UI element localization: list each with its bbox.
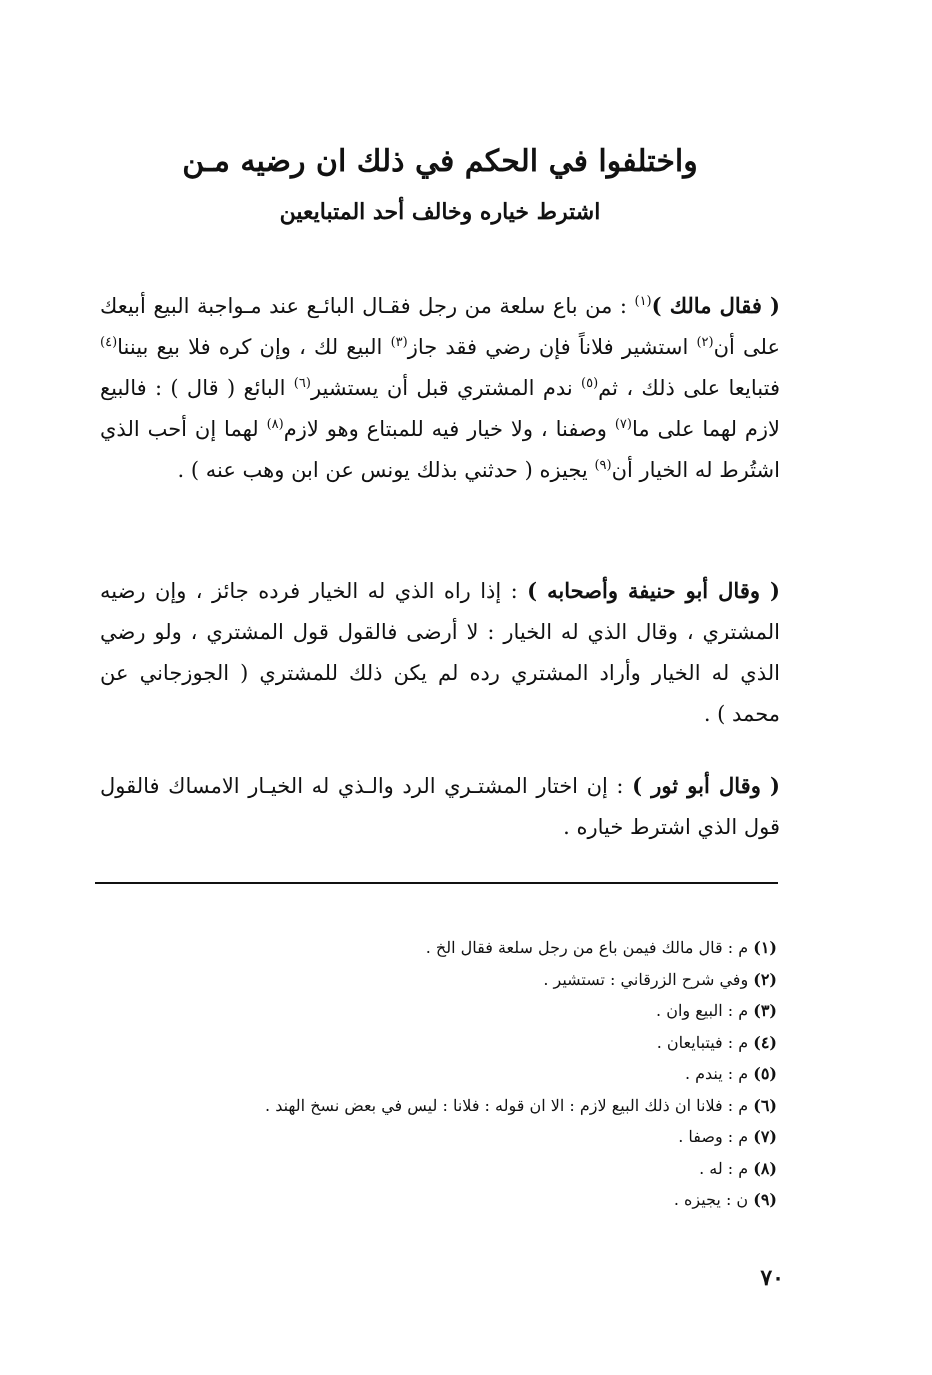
paragraph-malik — [100, 285, 780, 491]
paragraph-text: البائع ( قال ) : فالبيع لازم لهما على ما — [100, 376, 780, 441]
footnote-reference: (٦) — [293, 376, 311, 391]
footnote-item — [100, 964, 777, 996]
page-number: ٧٠ — [760, 1265, 784, 1291]
paragraph-abu-hanifa — [100, 570, 780, 735]
footnote-number: (٤) — [753, 1032, 777, 1052]
footnote-text: م : البيع وان . — [656, 1001, 754, 1020]
footnote-item — [100, 1121, 777, 1153]
paragraph-text: فتبايعا على ذلك ، ثم — [598, 376, 780, 400]
footnote-text: وفي شرح الزرقاني : تستشير . — [543, 969, 754, 989]
footnote-number: (١) — [753, 938, 777, 957]
paragraph-text: : إن اختار المشتـري الرد والـذي له الخيـار الامساك فالقول قول الذي اشترط خياره . — [100, 774, 780, 839]
footnote-reference: (٢) — [696, 335, 714, 350]
footnote-number: (٦) — [753, 1095, 777, 1115]
speaker-attribution: ( فقال مالك ) — [651, 293, 780, 318]
footnote-text: م : يندم . — [684, 1064, 754, 1083]
paragraph-text: وصفنا ، ولا خيار فيه للمبتاع وهو لازم — [283, 417, 615, 441]
footnote-item — [100, 1090, 777, 1122]
paragraph-text: : إذا راه الذي له الخيار فرده جائز ، وإن رضيه المشتري ، وقال الذي له الخيار : لا أرضى فالقول قول المشتري ، ولو رضي الذي له الخيار وأراد المشتري رده لم يكن ذلك للمشتري ( الجوزجاني عن محمد ) . — [100, 579, 780, 726]
footnote-text: ن : يجيزه . — [673, 1190, 754, 1209]
paragraph-text: : من باع سلعة من رجل فقـال البائـع عند مـواجبة البيع أبيعك على أن — [100, 294, 780, 359]
speaker-attribution: ( وقال أبو حنيفة وأصحابه ) — [527, 578, 780, 603]
footnote-item — [100, 1027, 777, 1059]
footnote-reference: (٣) — [390, 335, 408, 350]
footnote-item — [100, 995, 777, 1027]
footnote-number: (٩) — [753, 1190, 777, 1209]
footnote-item — [100, 932, 777, 964]
footnote-item — [100, 1184, 777, 1216]
paragraph-text: البيع لك ، وإن كره فلا بيع بيننا — [117, 335, 391, 359]
section-heading: واختلفوا في الحكم في ذلك ان رضيه مـن — [182, 144, 698, 179]
paragraph-text: يجيزه ( حدثني بذلك يونس عن ابن وهب عنه ) . — [177, 458, 595, 482]
footnote-divider — [95, 882, 778, 884]
paragraph-abu-thawr — [100, 765, 780, 848]
footnotes-list — [100, 932, 777, 1216]
footnote-text: م : له . — [699, 1158, 754, 1178]
footnote-reference: (٨) — [266, 417, 284, 432]
footnote-item — [100, 1153, 777, 1185]
footnote-number: (٥) — [753, 1064, 777, 1083]
footnote-reference: (٤) — [100, 335, 118, 350]
paragraph-text: ندم المشتري قبل أن يستشير — [310, 376, 582, 400]
footnote-text: م : فيتبايعان . — [656, 1032, 754, 1052]
footnote-number: (٣) — [753, 1001, 777, 1020]
footnote-number: (٨) — [753, 1158, 777, 1178]
footnote-reference: (٥) — [581, 376, 599, 391]
footnote-text: م : وصفا . — [678, 1127, 754, 1146]
speaker-attribution: ( وقال أبو ثور ) — [632, 773, 780, 798]
footnote-item — [100, 1058, 777, 1090]
paragraph-text: لهما إن أحب الذي اشتُرط له الخيار أن — [100, 417, 780, 482]
footnote-text: م : قال مالك فيمن باع من رجل سلعة فقال الخ . — [425, 938, 754, 957]
footnote-reference: (١) — [634, 294, 652, 309]
footnote-reference: (٧) — [614, 417, 632, 432]
footnote-reference: (٩) — [594, 458, 612, 473]
footnote-text: م : فلانا ان ذلك البيع لازم : الا ان قوله : فلانا : ليس في بعض نسخ الهند . — [265, 1095, 754, 1115]
paragraph-text: استشير فلاناً فإن رضي فقد جاز — [407, 335, 697, 359]
section-subheading: اشترط خياره وخالف أحد المتبايعين — [279, 199, 601, 225]
footnote-number: (٧) — [753, 1127, 777, 1146]
footnote-number: (٢) — [753, 969, 777, 989]
